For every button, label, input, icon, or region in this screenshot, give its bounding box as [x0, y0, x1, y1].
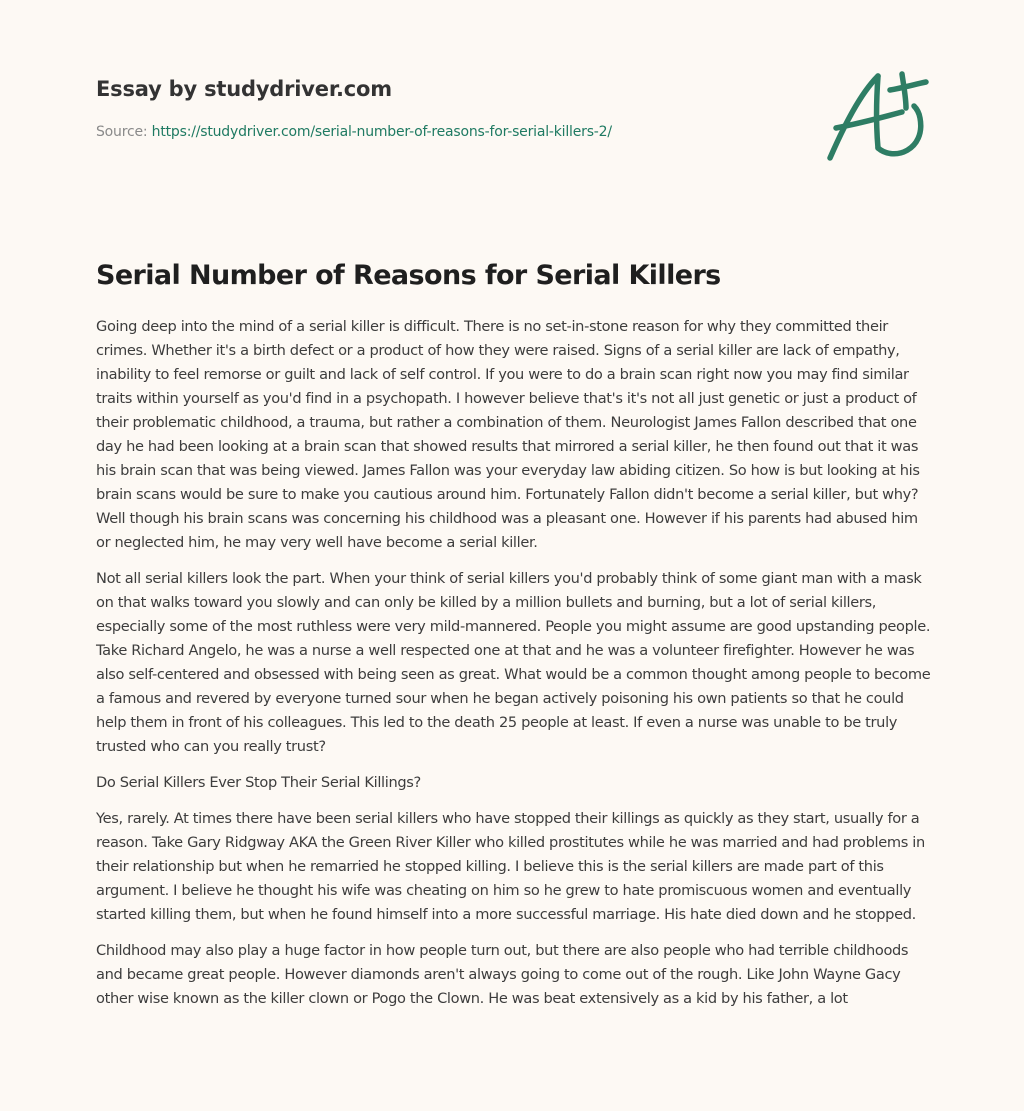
- a-plus-grade-icon: [822, 66, 932, 166]
- page-title: Serial Number of Reasons for Serial Killers: [96, 260, 721, 291]
- section-subheading: Do Serial Killers Ever Stop Their Serial Killings?: [96, 774, 421, 791]
- source-line: [96, 122, 612, 142]
- paragraph: Not all serial killers look the part. When your think of serial killers you'd probably think of some giant man with a mask on that walks toward you slowly and can only be killed by a million bullets and burning, but a lot of serial killers, especially some of the most ruthless were very mild-mannered. People you might assume are good upstanding people. Take Richard Angelo, he was a nurse a well respected one at that and he was a volunteer firefighter. However he was also self-centered and obsessed with being seen as great. What would be a common thought among people to become a famous and revered by everyone turned sour when he began actively poisoning his own patients so that he could help them in front of his colleagues. This led to the death 25 people at least. If even a nurse was unable to be truly trusted who can you really trust?: [96, 570, 931, 755]
- paragraph: Childhood may also play a huge factor in how people turn out, but there are also people who had terrible childhoods and became great people. However diamonds aren't always going to come out of the rough. Like John Wayne Gacy other wise known as the killer clown or Pogo the Clown. He was beat extensively as a kid by his father, a lot: [96, 942, 909, 1007]
- source-link[interactable]: https://studydriver.com/serial-number-of-reasons-for-serial-killers-2/: [151, 124, 612, 140]
- essay-header: [96, 74, 612, 142]
- paragraph: Yes, rarely. At times there have been serial killers who have stopped their killings as quickly as they start, usually for a reason. Take Gary Ridgway AKA the Green River Killer who killed prostitutes while he was married and had problems in their relationship but when he remarried he stopped killing. I believe this is the serial killers are made part of this argument. I believe he thought his wife was cheating on him so he grew to hate promiscuous women and eventually started killing them, but when he found himself into a more successful marriage. His hate died down and he stopped.: [96, 810, 925, 923]
- essay-body: [96, 315, 936, 1023]
- source-label: Source:: [96, 124, 148, 140]
- paragraph: Going deep into the mind of a serial killer is difficult. There is no set-in-stone reason for why they committed their crimes. Whether it's a birth defect or a product of how they were raised. Signs of a serial killer are lack of empathy, inability to feel remorse or guilt and lack of self control. If you were to do a brain scan right now you may find similar traits within yourself as you'd find in a psychopath. I however believe that's it's not all just genetic or just a product of their problematic childhood, a trauma, but rather a combination of them. Neurologist James Fallon described that one day he had been looking at a brain scan that showed results that mirrored a serial killer, he then found out that it was his brain scan that was being viewed. James Fallon was your everyday law abiding citizen. So how is but looking at his brain scans would be sure to make you cautious around him. Fortunately Fallon didn't become a serial killer, but why? Well though his brain scans was concerning his childhood was a pleasant one. However if his parents had abused him or neglected him, he may very well have become a serial killer.: [96, 318, 920, 551]
- brand-title: Essay by studydriver.com: [96, 77, 392, 101]
